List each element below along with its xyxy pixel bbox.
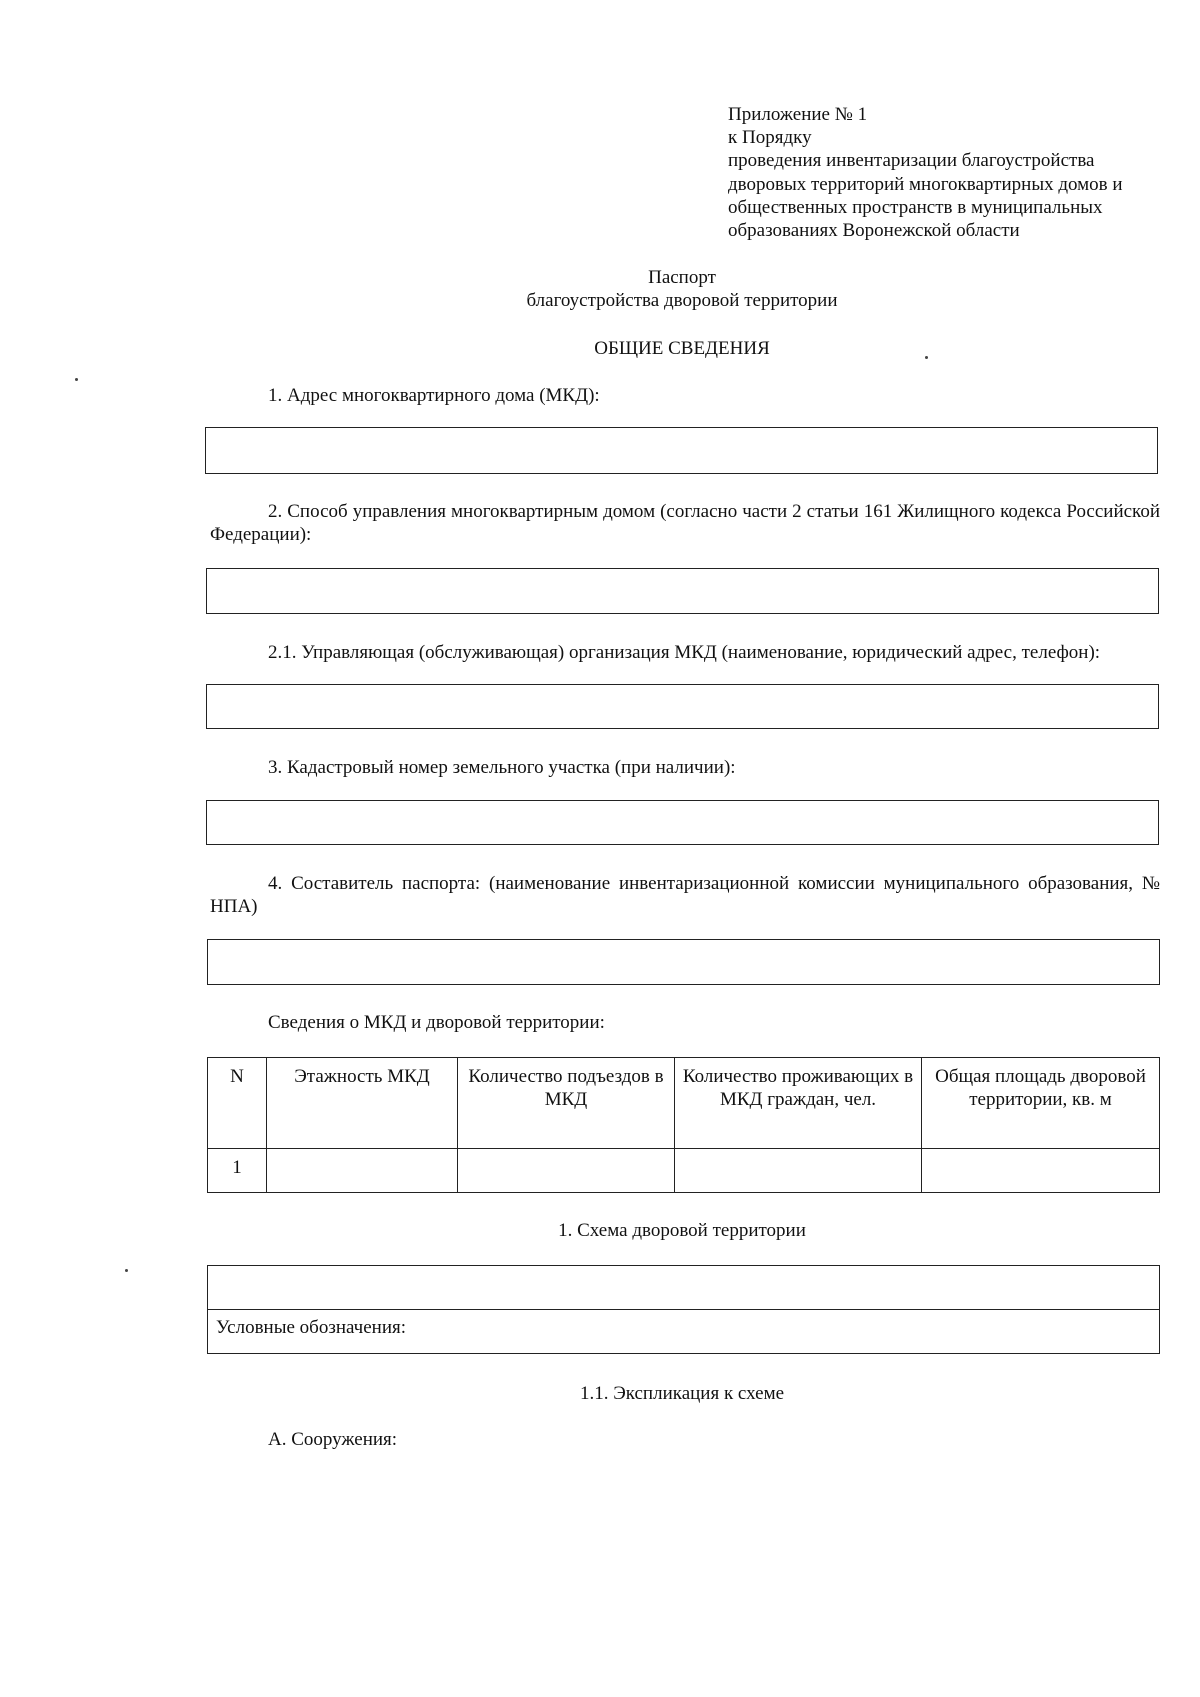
appendix-line: к Порядку — [728, 127, 812, 149]
document-title: Паспорт — [648, 267, 716, 288]
appendix-line: образованиях Воронежской области — [728, 219, 1020, 241]
header-n: N — [208, 1058, 267, 1149]
legend-label: Условные обозначения: — [208, 1310, 1160, 1354]
document-subtitle: благоустройства дворовой территории — [526, 290, 838, 311]
scheme-table — [207, 1265, 1160, 1354]
table-header-row — [208, 1058, 1160, 1149]
scan-speck — [125, 1269, 128, 1272]
appendix-line: проведения инвентаризации благоустройства — [728, 150, 1095, 172]
address-label: 1. Адрес многоквартирного дома (МКД): — [268, 385, 600, 406]
management-field[interactable] — [206, 568, 1159, 614]
organization-field[interactable] — [206, 684, 1159, 729]
appendix-line: общественных пространств в муниципальных — [728, 196, 1103, 218]
header-residents: Количество проживающих в МКД граждан, чел. — [675, 1058, 922, 1149]
table-row — [208, 1149, 1160, 1193]
scan-speck — [925, 356, 928, 359]
address-field[interactable] — [205, 427, 1158, 474]
info-table-caption: Сведения о МКД и дворовой территории: — [268, 1012, 605, 1033]
cell-entrances[interactable] — [458, 1149, 675, 1193]
appendix-line: дворовых территорий многоквартирных домов и — [728, 173, 1123, 195]
cadastral-field[interactable] — [206, 800, 1159, 845]
compiler-field[interactable] — [207, 939, 1160, 985]
explication-title: 1.1. Экспликация к схеме — [579, 1383, 785, 1404]
header-floors: Этажность МКД — [267, 1058, 458, 1149]
scan-speck — [75, 378, 78, 381]
scheme-area[interactable] — [208, 1266, 1160, 1310]
scheme-title: 1. Схема дворовой территории — [558, 1220, 806, 1241]
cell-floors[interactable] — [267, 1149, 458, 1193]
cell-residents[interactable] — [675, 1149, 922, 1193]
appendix-note — [728, 103, 1168, 242]
section-title: ОБЩИЕ СВЕДЕНИЯ — [594, 338, 770, 359]
management-label: 2. Способ управления многоквартирным домом (согласно части 2 статьи 161 Жилищного кодекса Российской Федерации): — [210, 501, 1160, 546]
cadastral-label: 3. Кадастровый номер земельного участка (при наличии): — [268, 757, 736, 778]
scheme-area-row — [208, 1266, 1160, 1310]
header-entrances: Количество подъездов в МКД — [458, 1058, 675, 1149]
cell-area[interactable] — [922, 1149, 1160, 1193]
organization-label: 2.1. Управляющая (обслуживающая) организация МКД (наименование, юридический адрес, телефон): — [268, 642, 1101, 663]
compiler-label: 4. Составитель паспорта: (наименование инвентаризационной комиссии муниципального образования, № НПА) — [210, 873, 1160, 918]
structures-label: А. Сооружения: — [268, 1429, 398, 1450]
appendix-line: Приложение № 1 — [728, 104, 868, 125]
info-table — [207, 1057, 1160, 1193]
legend-row — [208, 1310, 1160, 1354]
row-number: 1 — [208, 1149, 267, 1193]
header-area: Общая площадь дворовой территории, кв. м — [922, 1058, 1160, 1149]
